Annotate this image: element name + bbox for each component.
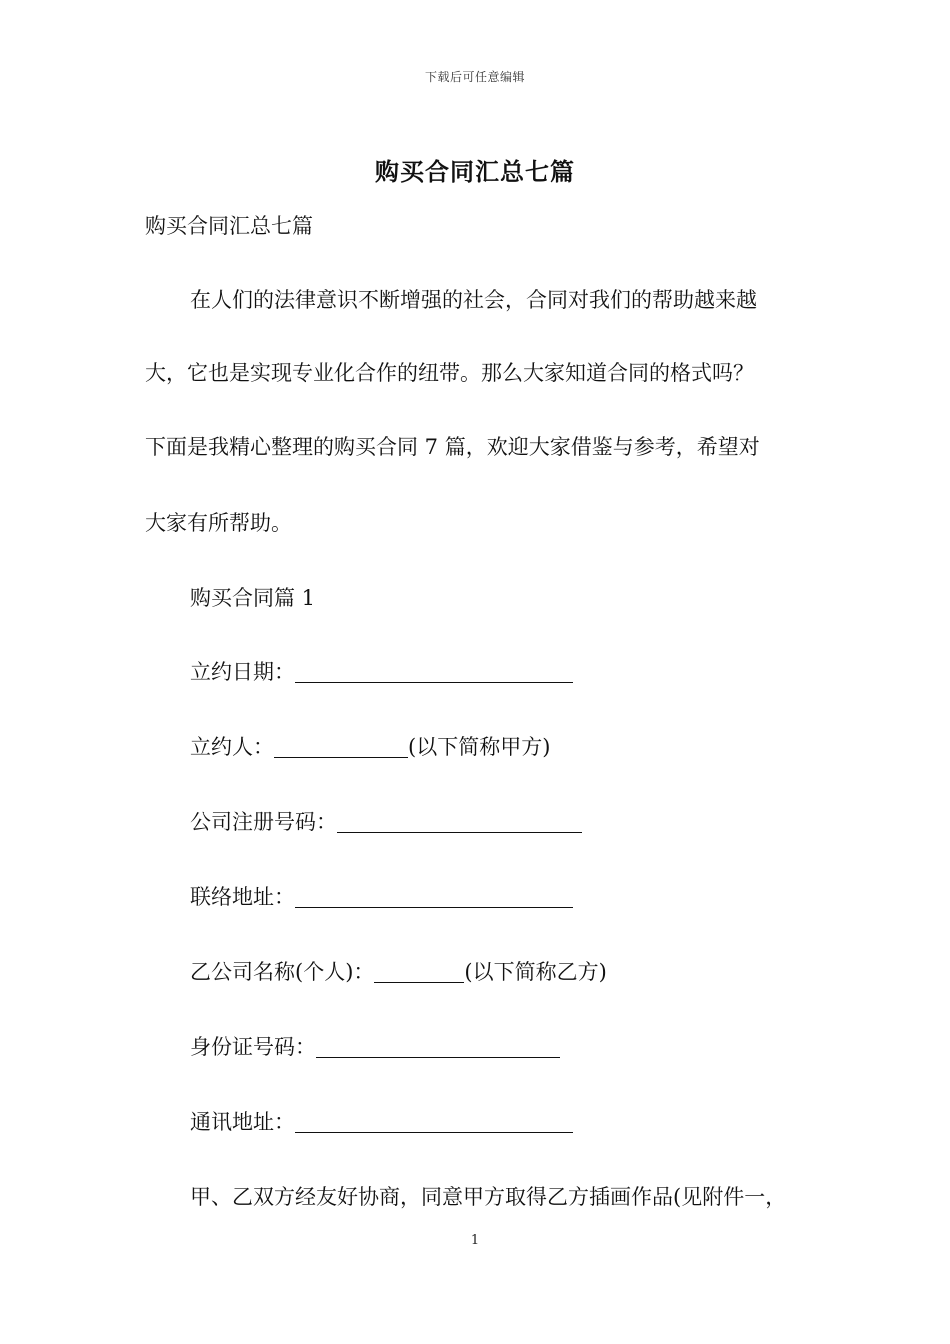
field-party-b-label: 乙公司名称(个人)： [190, 960, 375, 984]
intro-line-4: 大家有所帮助。 [145, 511, 292, 535]
field-address-blank [295, 885, 573, 908]
field-id-number-blank [316, 1035, 560, 1058]
agreement-line: 甲、乙双方经友好协商，同意甲方取得乙方插画作品(见附件一， [190, 1185, 787, 1209]
field-date [190, 654, 830, 690]
field-address-label: 联络地址： [190, 885, 295, 909]
field-mail-address [190, 1104, 830, 1140]
field-registration [190, 804, 830, 840]
field-registration-label: 公司注册号码： [190, 810, 337, 834]
field-date-blank [295, 660, 573, 683]
field-party-b-blank [374, 960, 464, 983]
field-party-a-label: 立约人： [190, 735, 274, 759]
field-address [190, 879, 830, 915]
intro-line-2: 大，它也是实现专业化合作的纽带。那么大家知道合同的格式吗？ [145, 361, 754, 385]
field-party-b [190, 954, 830, 990]
field-mail-address-blank [295, 1110, 573, 1133]
field-party-b-suffix: (以下简称乙方) [464, 960, 607, 984]
field-mail-address-label: 通讯地址： [190, 1110, 295, 1134]
header-note: 下载后可任意编辑 [424, 70, 525, 84]
field-party-a-blank [274, 735, 408, 758]
field-party-a-suffix: (以下简称甲方) [408, 735, 551, 759]
field-id-number [190, 1029, 830, 1065]
section-heading: 购买合同篇 1 [190, 586, 316, 610]
intro-line-1: 在人们的法律意识不断增强的社会，合同对我们的帮助越来越 [190, 288, 757, 312]
intro-line-3: 下面是我精心整理的购买合同 7 篇，欢迎大家借鉴与参考，希望对 [145, 435, 760, 459]
page-number: 1 [470, 1233, 480, 1248]
document-subtitle: 购买合同汇总七篇 [145, 214, 313, 238]
field-date-label: 立约日期： [190, 660, 295, 684]
field-registration-blank [337, 810, 582, 833]
field-party-a [190, 729, 830, 765]
document-title: 购买合同汇总七篇 [375, 157, 575, 186]
field-id-number-label: 身份证号码： [190, 1035, 316, 1059]
